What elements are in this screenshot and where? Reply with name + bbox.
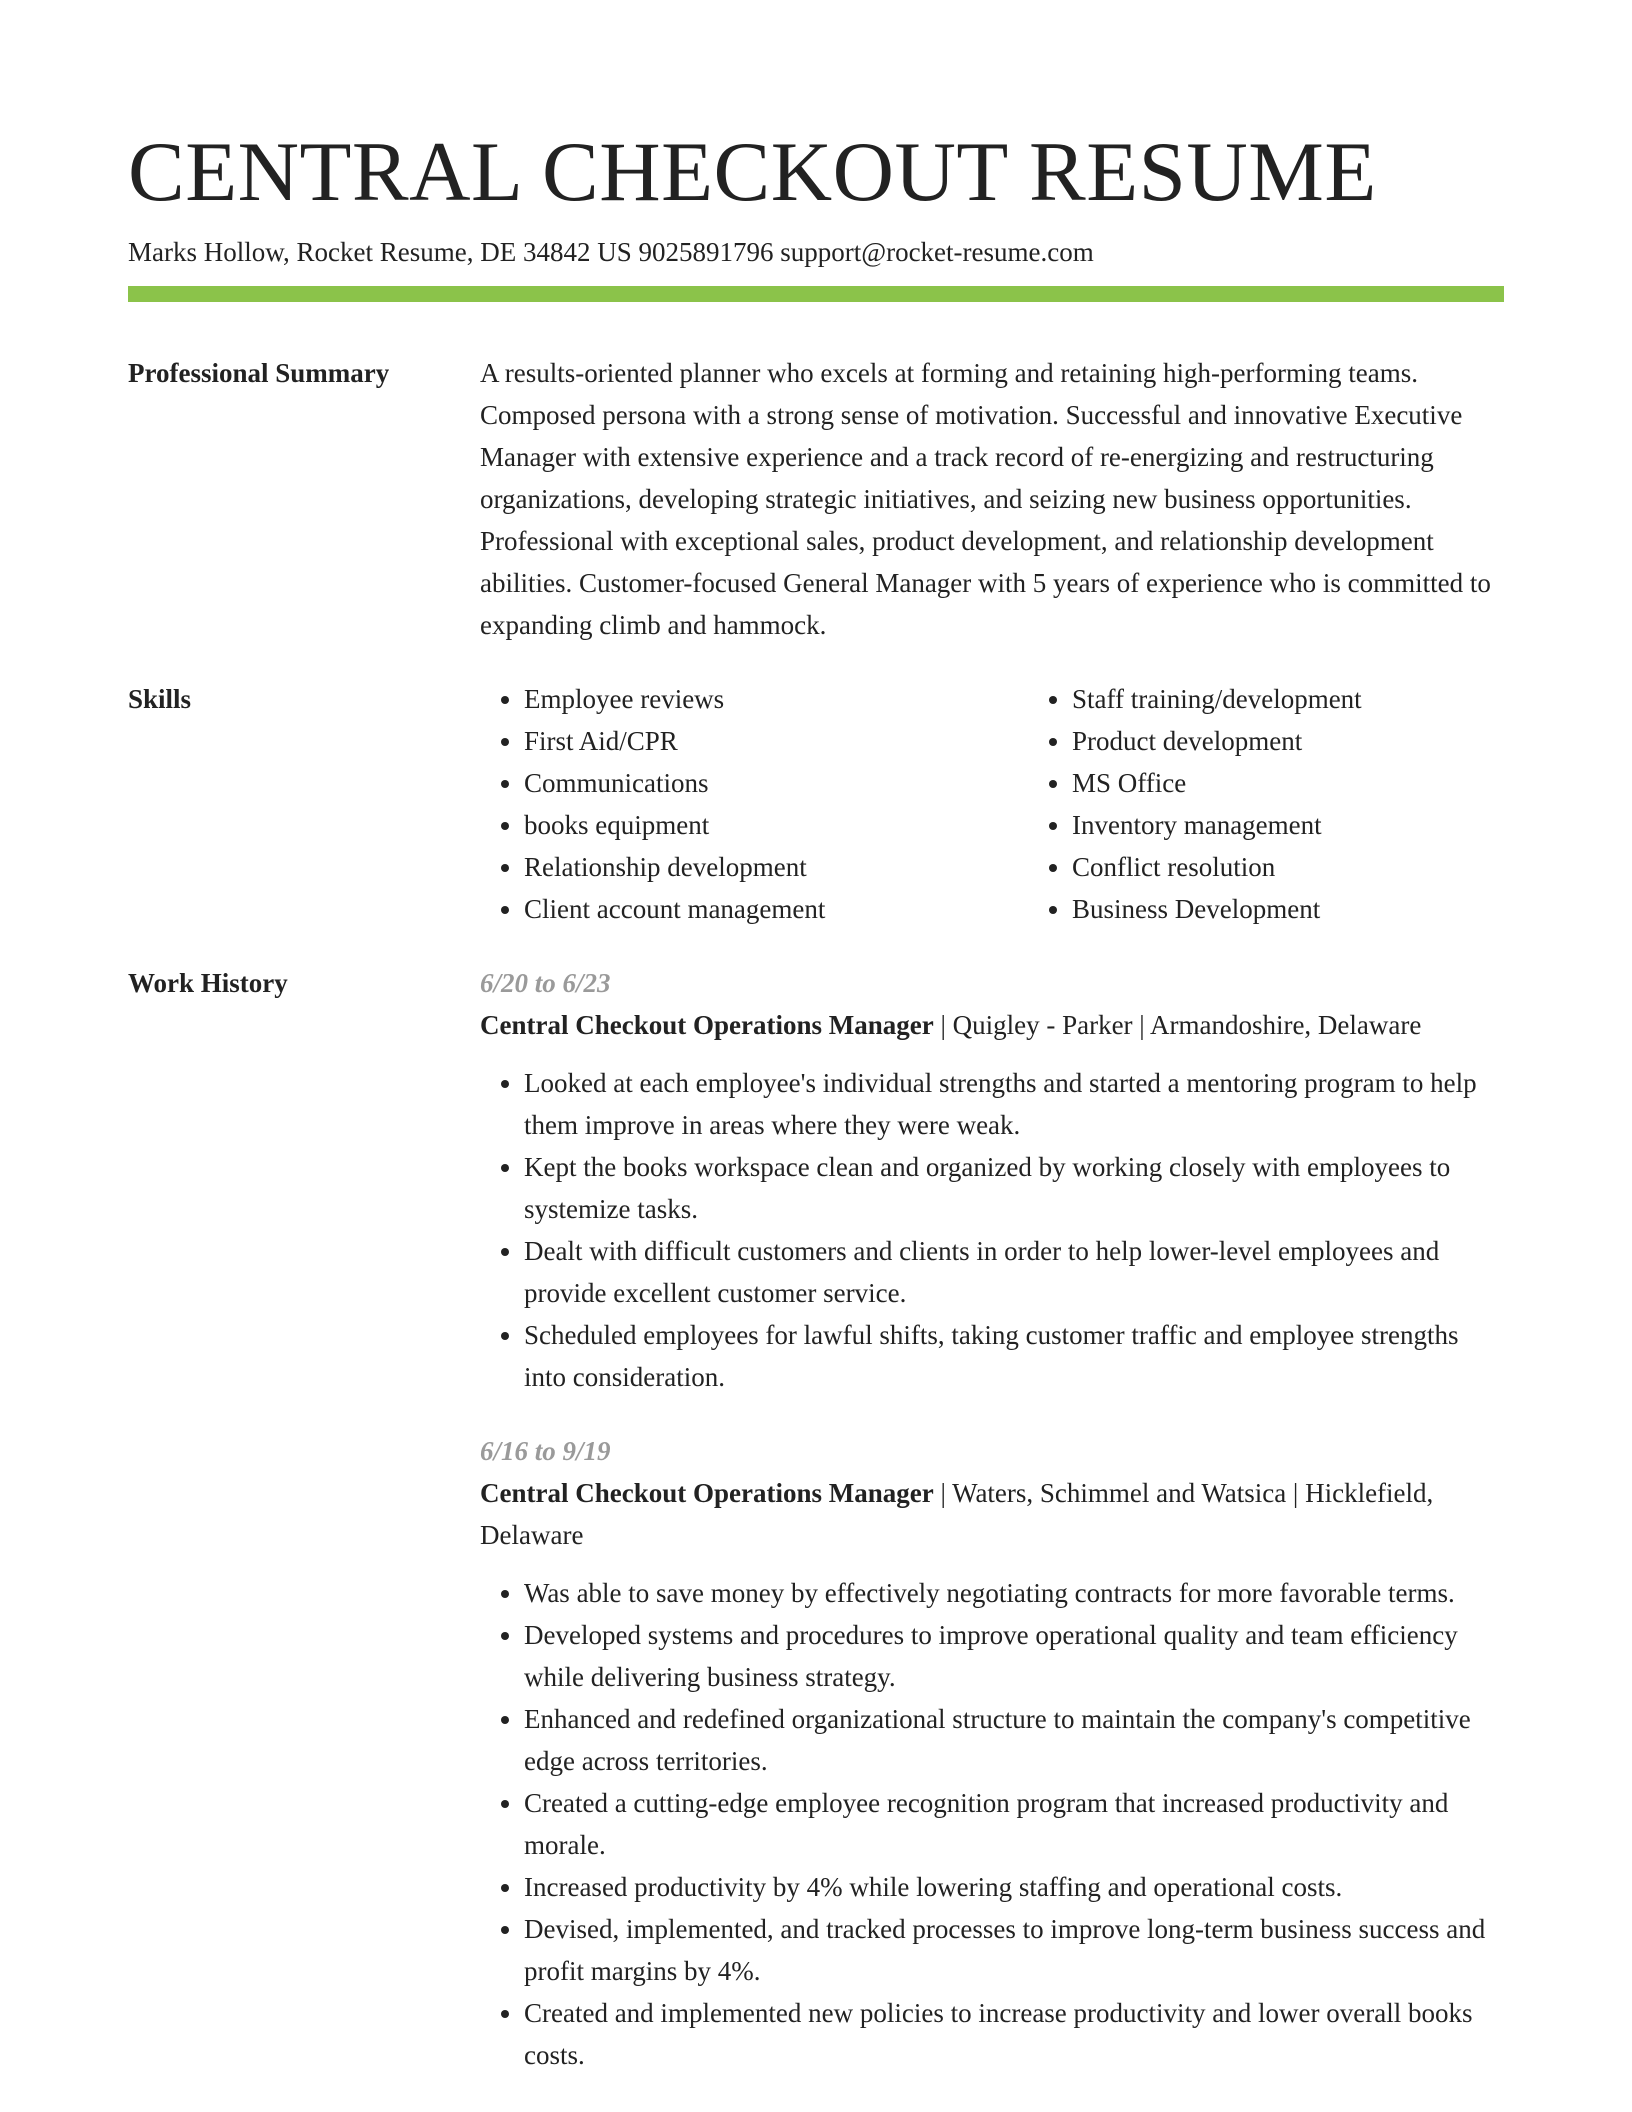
job-bullet: • Developed systems and procedures to improve operational quality and team efficiency while delivering business strategy. <box>524 1614 1504 1698</box>
summary-text: A results-oriented planner who excels at forming and retaining high-performing teams. Composed persona with a strong sense of motivation. Successful and innovative Executive Manager with extensive experience and a track record of re-energizing and restructuring organizations, developing strategic initiatives, and seizing new business opportunities. Professional with exceptional sales, product development, and relationship development abilities. Customer-focused General Manager with 5 years of experience who is committed to expanding climb and hammock. <box>480 358 1491 640</box>
skill-item: • books equipment <box>524 804 1028 846</box>
job-bullet: • Enhanced and redefined organizational structure to maintain the company's competitive edge across territories. <box>524 1698 1504 1782</box>
job-title: Central Checkout Operations Manager <box>480 1478 934 1508</box>
job-bullet: • Scheduled employees for lawful shifts, taking customer traffic and employee strengths into consideration. <box>524 1314 1504 1398</box>
job-bullet: • Was able to save money by effectively negotiating contracts for more favorable terms. <box>524 1572 1504 1614</box>
job-bullet: • Looked at each employee's individual strengths and started a mentoring program to help them improve in areas where they were weak. <box>524 1062 1504 1146</box>
job-dates: 6/16 to 9/19 <box>480 1436 611 1466</box>
job-bullet: • Kept the books workspace clean and organized by working closely with employees to systemize tasks. <box>524 1146 1504 1230</box>
skill-item: • Inventory management <box>1072 804 1576 846</box>
section-title-work: Work History <box>128 968 288 998</box>
job-heading <box>480 1472 1504 1556</box>
skill-item: • Staff training/development <box>1072 678 1576 720</box>
job-title: Central Checkout Operations Manager <box>480 1010 934 1040</box>
job-bullet-list <box>480 1572 1504 2076</box>
skills-list-right <box>1028 678 1576 930</box>
contact-email: support@rocket-resume.com <box>780 237 1094 267</box>
job-bullet: • Created a cutting-edge employee recognition program that increased productivity and morale. <box>524 1782 1504 1866</box>
skill-item: • Product development <box>1072 720 1576 762</box>
job-heading <box>480 1004 1504 1046</box>
skill-item: • First Aid/CPR <box>524 720 1028 762</box>
job-entry <box>480 962 1504 1398</box>
contact-phone: 9025891796 <box>638 237 774 267</box>
job-bullet-list <box>480 1062 1504 1398</box>
section-title-summary: Professional Summary <box>128 358 390 388</box>
work-history-section <box>128 962 1504 2076</box>
resume-page <box>128 0 1504 2076</box>
job-bullet: • Increased productivity by 4% while lowering staffing and operational costs. <box>524 1866 1504 1908</box>
skill-item: • Employee reviews <box>524 678 1028 720</box>
job-employer-location: | Waters, Schimmel and Watsica | Hicklefield, Delaware <box>480 1478 1434 1550</box>
professional-summary-section <box>128 352 1504 646</box>
skill-item: • Conflict resolution <box>1072 846 1576 888</box>
contact-line <box>128 232 1504 272</box>
job-entry <box>480 1430 1504 2076</box>
skill-item: • Client account management <box>524 888 1028 930</box>
job-bullet: • Created and implemented new policies to increase productivity and lower overall books costs. <box>524 1992 1504 2076</box>
skill-item: • Business Development <box>1072 888 1576 930</box>
job-bullet: • Dealt with difficult customers and clients in order to help lower-level employees and provide excellent customer service. <box>524 1230 1504 1314</box>
skills-list-left <box>480 678 1028 930</box>
skill-item: • Relationship development <box>524 846 1028 888</box>
skills-section <box>128 678 1504 930</box>
job-bullet: • Devised, implemented, and tracked processes to improve long-term business success and profit margins by 4%. <box>524 1908 1504 1992</box>
job-employer-location: | Quigley - Parker | Armandoshire, Delaware <box>933 1010 1422 1040</box>
job-dates: 6/20 to 6/23 <box>480 968 611 998</box>
skills-columns <box>480 678 1576 930</box>
header-divider <box>128 286 1504 302</box>
job-list <box>480 962 1504 2076</box>
skill-item: • Communications <box>524 762 1028 804</box>
contact-address: Marks Hollow, Rocket Resume, DE 34842 US <box>128 237 632 267</box>
section-title-skills: Skills <box>128 684 192 714</box>
resume-name: CENTRAL CHECKOUT RESUME <box>128 125 1377 219</box>
skill-item: • MS Office <box>1072 762 1576 804</box>
